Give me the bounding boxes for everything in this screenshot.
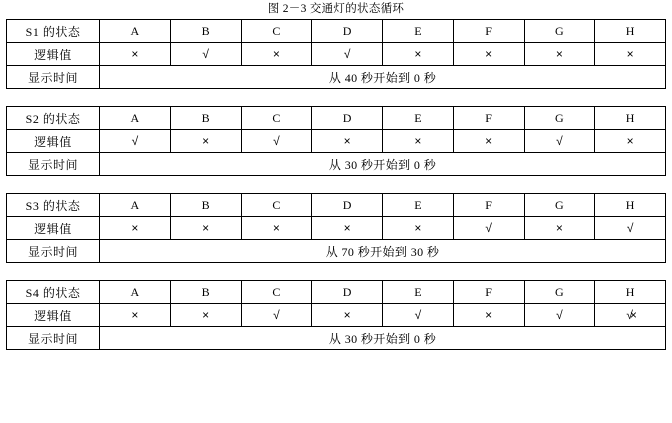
logic-value-c: √ [241,130,312,153]
logic-value-b: × [170,217,241,240]
column-header-e: E [383,281,454,304]
logic-value-f: √ [453,217,524,240]
column-header-e: E [383,20,454,43]
column-header-g: G [524,107,595,130]
logic-value-f: × [453,304,524,327]
logic-value-g: × [524,217,595,240]
state-label-s3: S3 的状态 [7,194,100,217]
column-header-g: G [524,281,595,304]
logic-value-c: × [241,217,312,240]
column-header-c: C [241,194,312,217]
table-row [7,240,666,263]
logic-value-g: √ [524,130,595,153]
column-header-b: B [170,194,241,217]
column-header-a: A [100,107,171,130]
column-header-h: H [595,281,666,304]
state-label-s4: S4 的状态 [7,281,100,304]
column-header-c: C [241,20,312,43]
column-header-d: D [312,20,383,43]
table-row [7,153,666,176]
logic-value-f: × [453,130,524,153]
block-spacer [4,263,668,280]
logic-value-b: × [170,130,241,153]
logic-row-label: 逻辑值 [7,217,100,240]
figure-caption: 图 2－3 交通灯的状态循环 [267,3,405,15]
logic-value-e: √ [383,304,454,327]
column-header-f: F [453,281,524,304]
column-header-d: D [312,194,383,217]
column-header-b: B [170,20,241,43]
block-spacer [4,176,668,193]
logic-value-g: × [524,43,595,66]
time-value: 从 30 秒开始到 0 秒 [100,153,666,176]
column-header-h: H [595,107,666,130]
time-row-label: 显示时间 [7,153,100,176]
table-row [7,66,666,89]
logic-value-f: × [453,43,524,66]
logic-value-d: √ [312,43,383,66]
logic-value-a: × [100,304,171,327]
logic-row-label: 逻辑值 [7,130,100,153]
logic-row-label: 逻辑值 [7,304,100,327]
time-value: 从 40 秒开始到 0 秒 [100,66,666,89]
column-header-a: A [100,281,171,304]
logic-value-h: √× [595,304,666,327]
logic-value-h: × [595,43,666,66]
logic-value-e: × [383,130,454,153]
state-table-s3 [6,193,666,263]
state-label-s1: S1 的状态 [7,20,100,43]
column-header-b: B [170,281,241,304]
logic-value-h: √ [595,217,666,240]
logic-value-e: × [383,43,454,66]
table-row [7,130,666,153]
column-header-d: D [312,281,383,304]
column-header-a: A [100,20,171,43]
time-row-label: 显示时间 [7,327,100,350]
logic-value-d: × [312,130,383,153]
column-header-h: H [595,194,666,217]
state-table-s2 [6,106,666,176]
time-value: 从 30 秒开始到 0 秒 [100,327,666,350]
table-row [7,194,666,217]
column-header-c: C [241,107,312,130]
table-row [7,43,666,66]
table-row [7,304,666,327]
state-label-s2: S2 的状态 [7,107,100,130]
time-row-label: 显示时间 [7,240,100,263]
column-header-b: B [170,107,241,130]
column-header-d: D [312,107,383,130]
column-header-f: F [453,20,524,43]
column-header-f: F [453,194,524,217]
logic-value-c: × [241,43,312,66]
column-header-g: G [524,194,595,217]
state-table-s4 [6,280,666,350]
table-row [7,107,666,130]
logic-value-d: × [312,217,383,240]
logic-value-b: × [170,304,241,327]
column-header-e: E [383,107,454,130]
table-row [7,20,666,43]
table-row [7,217,666,240]
logic-value-e: × [383,217,454,240]
logic-row-label: 逻辑值 [7,43,100,66]
table-row [7,281,666,304]
time-row-label: 显示时间 [7,66,100,89]
column-header-f: F [453,107,524,130]
logic-value-d: × [312,304,383,327]
logic-value-b: √ [170,43,241,66]
logic-value-a: × [100,217,171,240]
logic-value-h: × [595,130,666,153]
logic-value-g: √ [524,304,595,327]
logic-value-a: × [100,43,171,66]
table-row [7,327,666,350]
block-spacer [4,89,668,106]
time-value: 从 70 秒开始到 30 秒 [100,240,666,263]
column-header-c: C [241,281,312,304]
logic-value-c: √ [241,304,312,327]
state-table-s1 [6,19,666,89]
column-header-e: E [383,194,454,217]
logic-value-a: √ [100,130,171,153]
column-header-a: A [100,194,171,217]
column-header-g: G [524,20,595,43]
column-header-h: H [595,20,666,43]
